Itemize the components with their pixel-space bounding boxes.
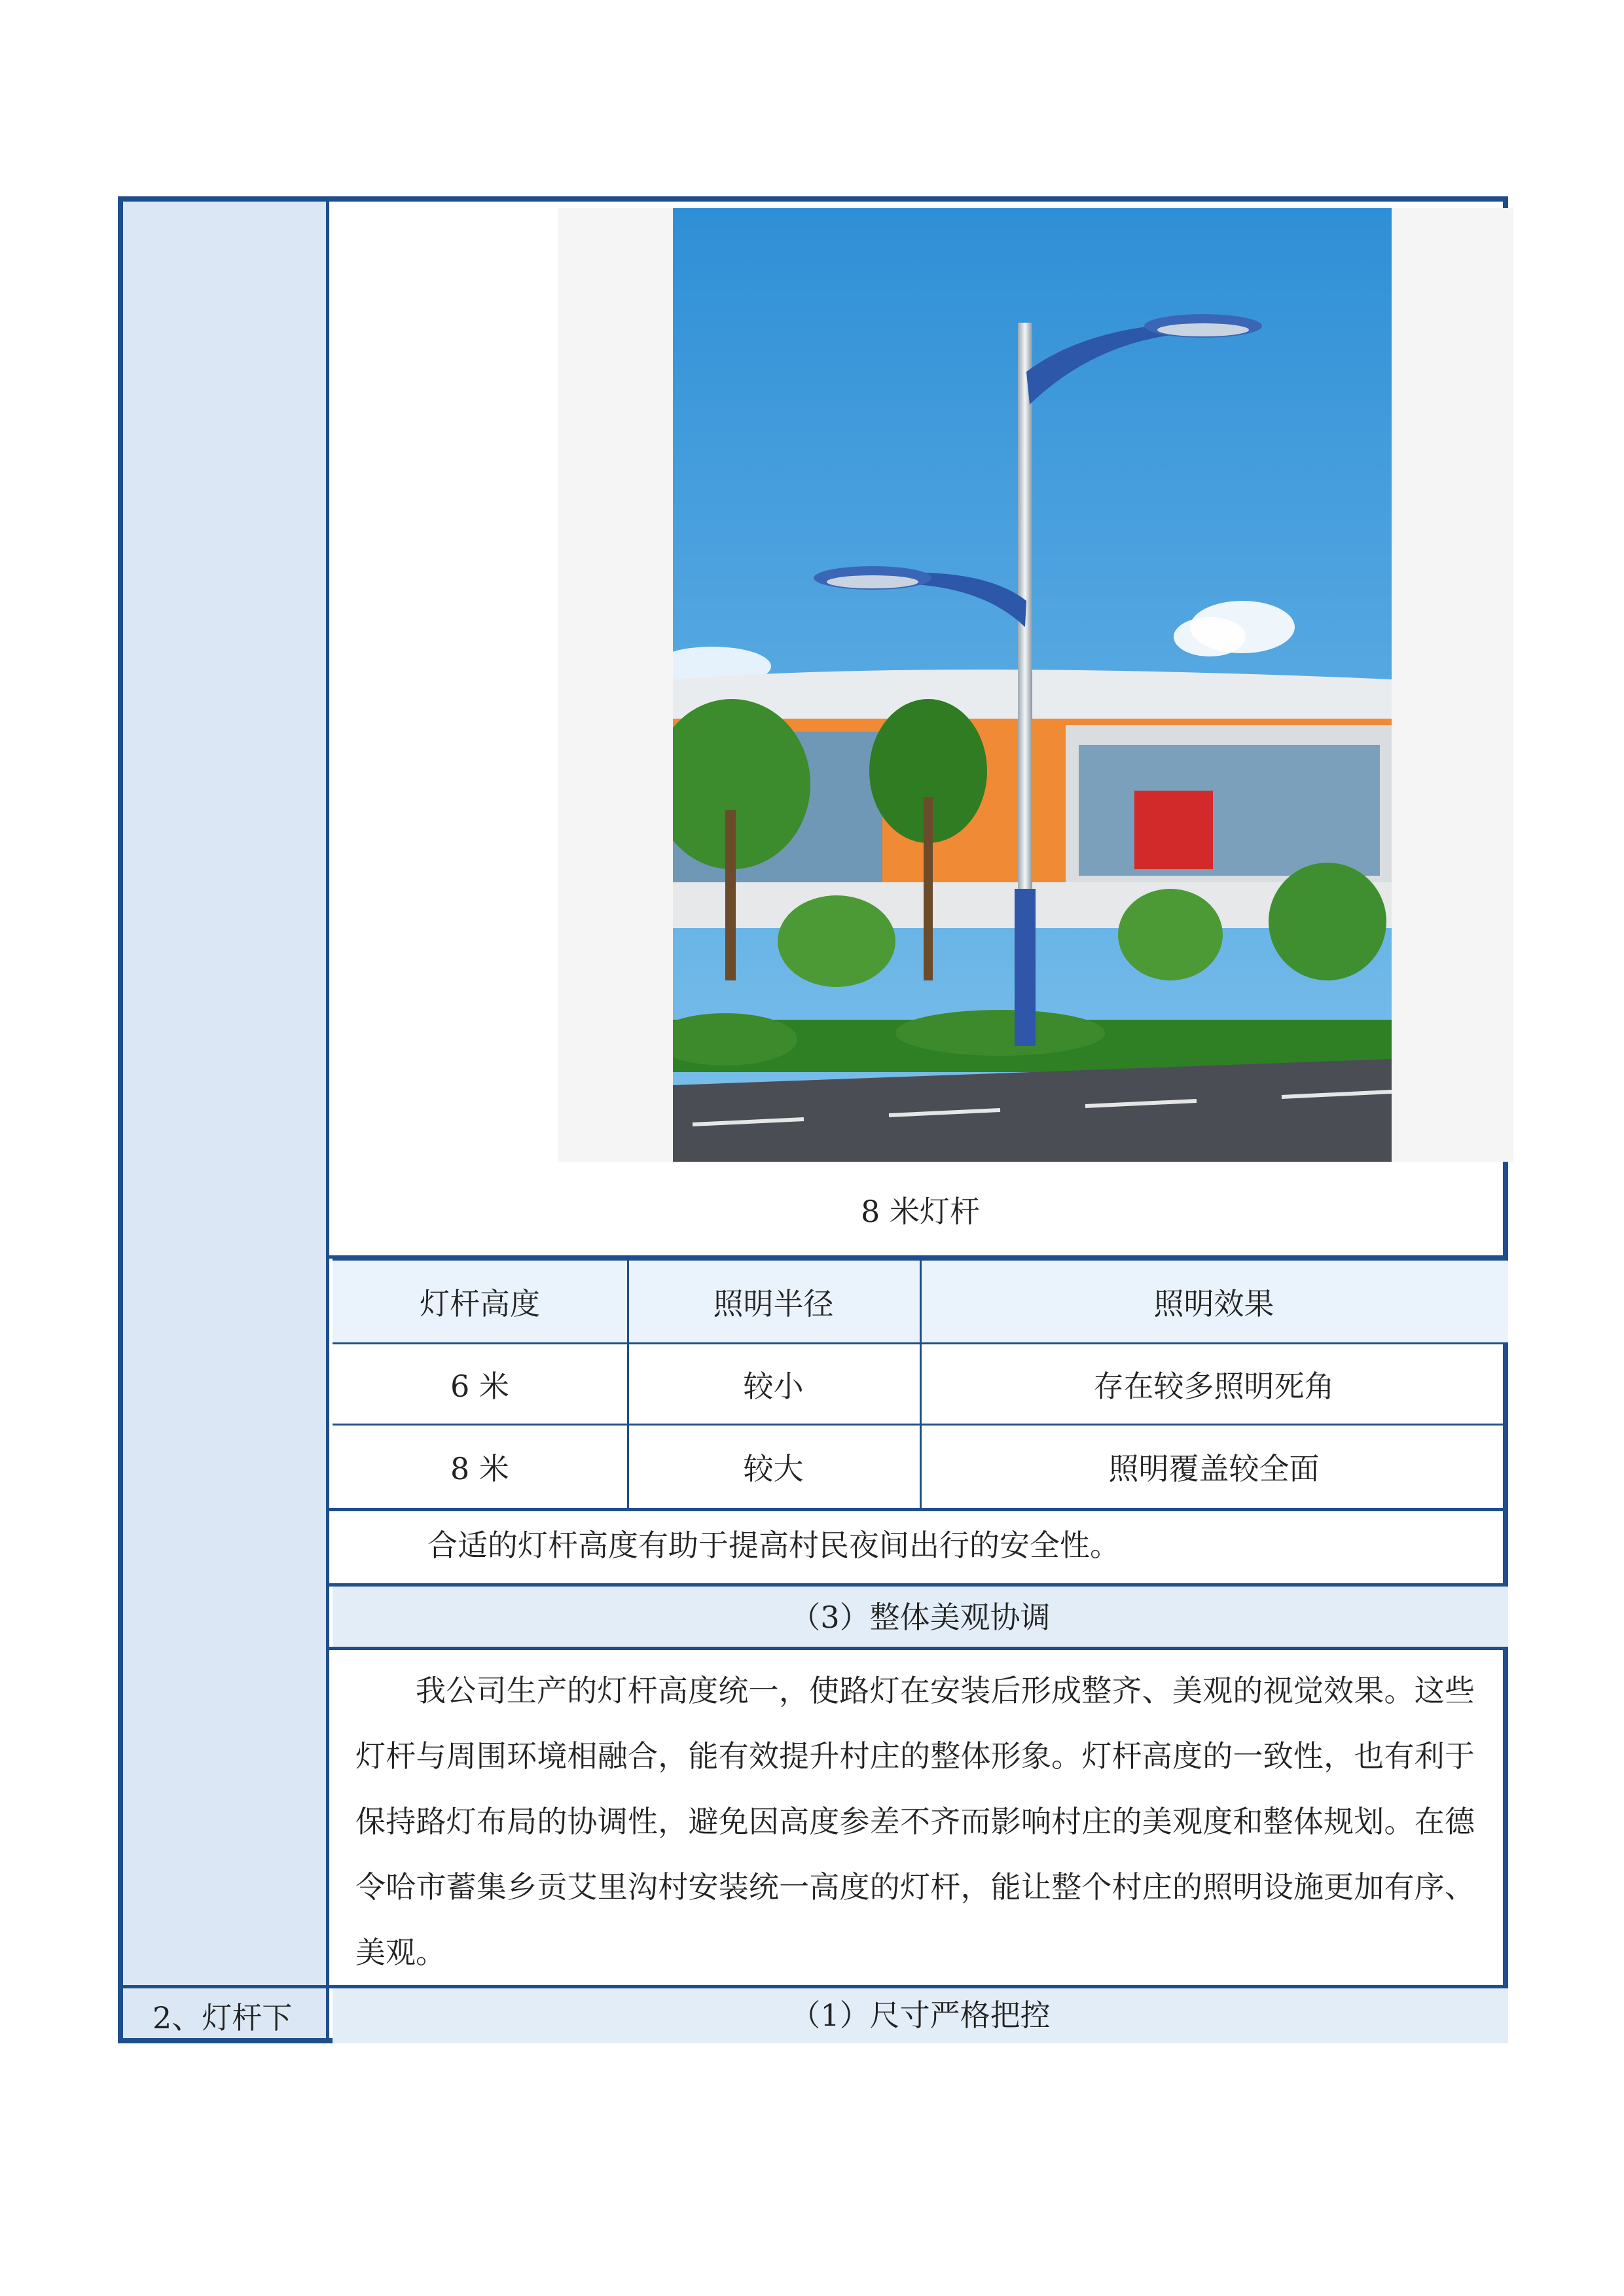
table-cell: 6 米 [450,1368,509,1404]
document-table-frame [118,196,1508,2043]
table-cell: 较小 [743,1368,804,1404]
left-row-label: 2、灯杆下 [153,2000,293,2036]
table-cell: 较大 [743,1450,804,1486]
height-comparison-table [333,1259,1508,1509]
table-cell: 8 米 [450,1450,509,1486]
section3-paragraph: 我公司生产的灯杆高度统一，使路灯在安装后形成整齐、美观的视觉效果。这些灯杆与周围环境相融合，能有效提升村庄的整体形象。灯杆高度的一致性，也有利于保持路灯布局的协调性，避免因高度参差不齐而影响村庄的美观度和整体规划。在德令哈市蓄集乡贡艾里沟村安装统一高度的灯杆，能让整个村庄的照明设施更加有序、美观。 [355,1673,1475,1970]
table-cell: 照明覆盖较全面 [1108,1450,1320,1486]
left-label-column [123,202,329,2038]
figure-caption: 8 米灯杆 [861,1194,980,1229]
row-divider [329,1647,1503,1650]
header-effect: 照明效果 [1153,1285,1274,1321]
street-lamp-photo [673,208,1392,1162]
section3-heading: （3）整体美观协调 [790,1600,1051,1635]
column-divider [627,1259,629,1509]
next-section-heading: （1）尺寸严格把控 [790,1998,1051,2033]
header-radius: 照明半径 [713,1285,834,1321]
row-divider [329,1508,1503,1511]
street-lamp-illustration [673,208,1392,1162]
safety-note: 合适的灯杆高度有助于提高村民夜间出行的安全性。 [427,1528,1120,1563]
figure-background [558,208,1513,1162]
table-cell: 存在较多照明死角 [1093,1368,1335,1404]
column-divider [920,1259,922,1509]
header-pole-height: 灯杆高度 [420,1285,540,1321]
